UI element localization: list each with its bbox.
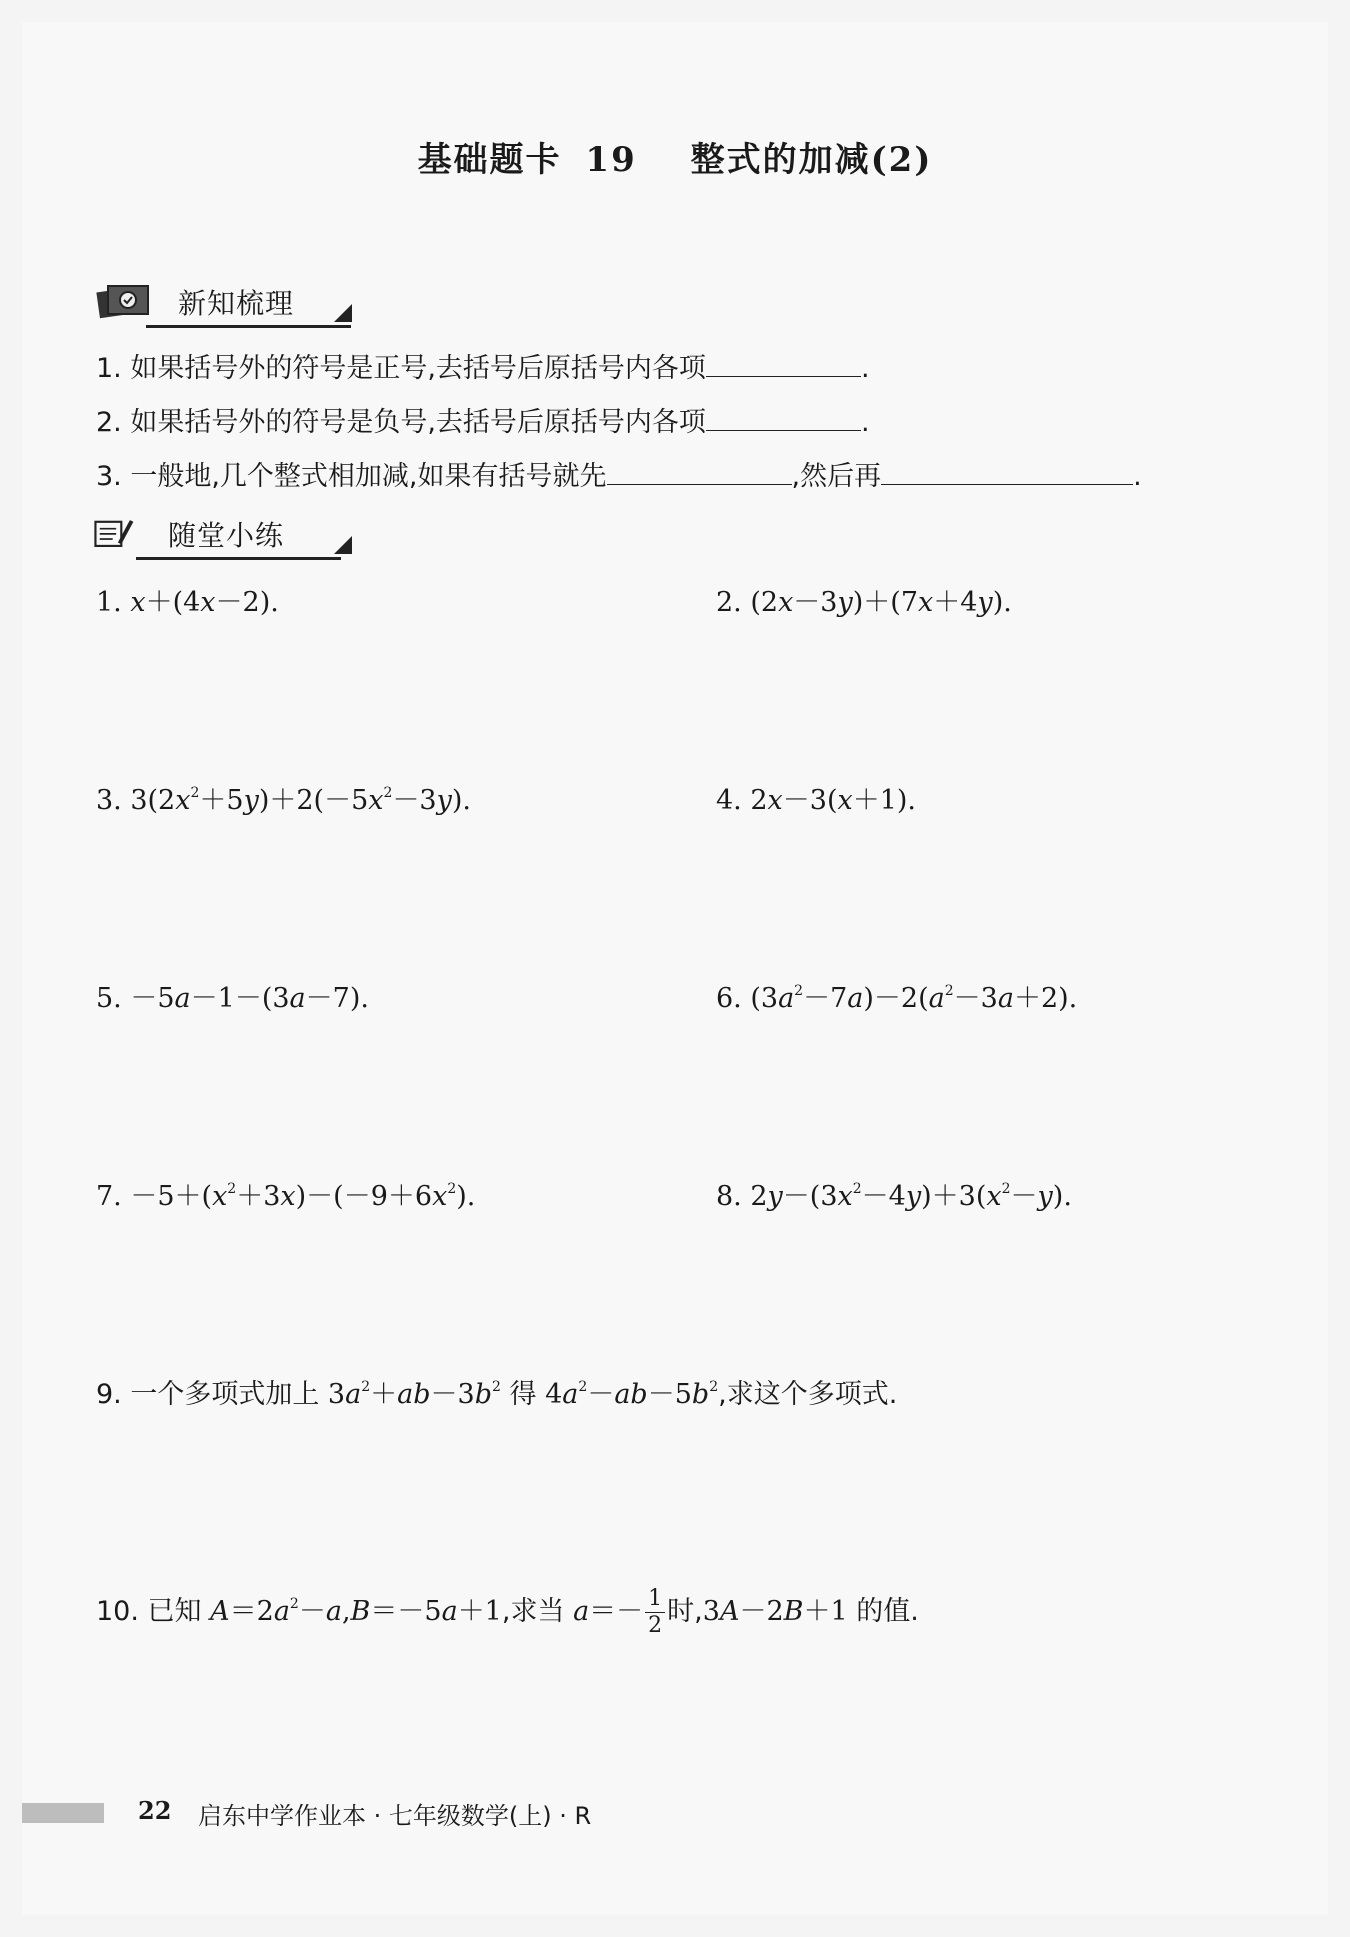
notebook-pencil-icon	[92, 514, 142, 552]
problem-8: 8. $2y-(3x^2-4y)+3(x^2-y)$.	[716, 1181, 1072, 1212]
section-rule	[146, 325, 351, 328]
fill-blank[interactable]	[607, 458, 792, 485]
section-rule	[136, 557, 341, 560]
problem-1: 1. x＋(4x－2).	[96, 587, 279, 618]
fraction-one-half: $\frac{1}{2}$	[645, 1586, 665, 1639]
knowledge-item-1: 1. 如果括号外的符号是正号,去括号后原括号内各项 .	[96, 346, 870, 385]
problem-2: 2. (2x－3y)＋(7x＋4y).	[716, 587, 1012, 618]
section-header-practice	[96, 508, 356, 560]
problem-6: 6. $(3a^2-7a)-2(a^2-3a+2)$.	[716, 983, 1078, 1014]
problem-9: 9. 一个多项式加上 $3a^2+ab-3b^2$ 得 $4a^2-ab-5b^2$,求这个多项式.	[96, 1379, 898, 1410]
fill-blank[interactable]	[706, 404, 861, 431]
knowledge-item-3: 3. 一般地,几个整式相加减,如果有括号就先 ,然后再 .	[96, 454, 1142, 493]
problem-4: 4. 2x－3(x＋1).	[716, 785, 917, 816]
section-header-new-knowledge	[96, 276, 356, 328]
corner-triangle	[334, 536, 352, 554]
fill-blank[interactable]	[706, 350, 861, 377]
problem-7: 7. $-5+(x^2+3x)-(-9+6x^2)$.	[96, 1181, 476, 1212]
section-label: 随堂小练	[168, 519, 285, 552]
title-prefix: 基础题卡	[417, 140, 562, 180]
fill-blank[interactable]	[881, 458, 1133, 485]
footer-bar	[22, 1803, 104, 1823]
knowledge-item-2: 2. 如果括号外的符号是负号,去括号后原括号内各项 .	[96, 400, 870, 439]
section-label: 新知梳理	[178, 287, 295, 320]
page-title	[0, 132, 1350, 181]
problem-10: 10. 已知 $A=2a^2-a,B=-5a+1$,求当 a＝－ $\frac{1}{2}$ 时,3A－2B＋1 的值.	[96, 1586, 919, 1638]
problem-3: 3. $3(2x^2+5y)+2(-5x^2-3y)$.	[96, 785, 472, 816]
book-title: 启东中学作业本 · 七年级数学(上) · R	[198, 1802, 592, 1830]
problem-5: 5. －5a－1－(3a－7).	[96, 983, 369, 1014]
title-name: 整式的加减(2)	[690, 140, 933, 180]
corner-triangle	[334, 304, 352, 322]
title-number: 19	[585, 140, 637, 180]
page-number: 22	[138, 1796, 172, 1825]
book-icon	[96, 282, 154, 320]
